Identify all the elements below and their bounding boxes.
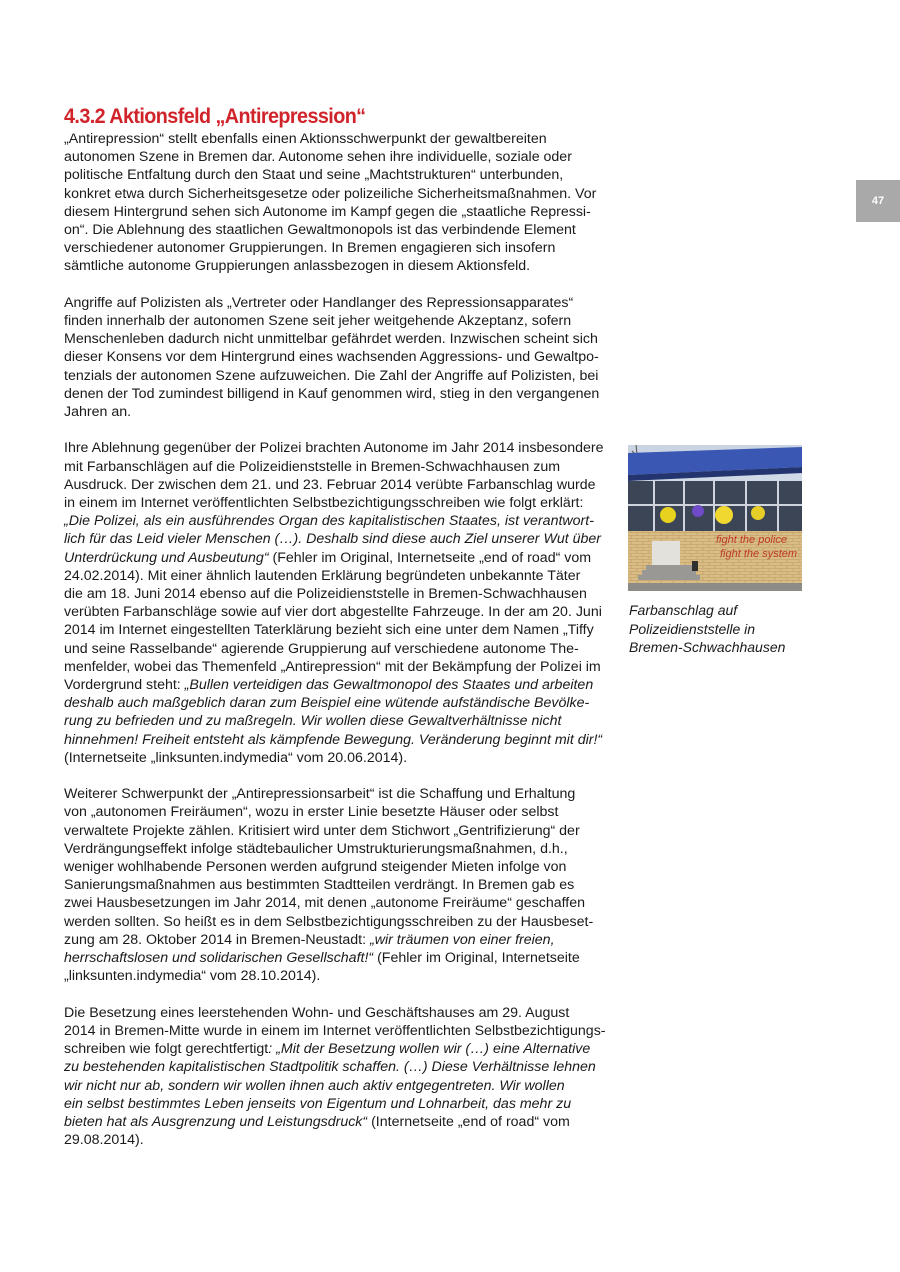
- text-run: „linksunten.indymedia“ vom 28.10.2014).: [64, 968, 321, 985]
- text-run: in einem im Internet veröffentlichten Selbstbezichtigungsschreiben wie folgt erklärt:: [64, 495, 584, 512]
- text-line: [64, 549, 619, 567]
- text-line: [64, 949, 619, 967]
- text-line: [64, 603, 619, 621]
- text-line: [64, 385, 619, 403]
- text-run: menfelder, wobei das Themenfeld „Antirepression“ mit der Bekämpfung der Polizei im: [64, 658, 601, 675]
- text-run: on“. Die Ablehnung des staatlichen Gewaltmonopols ist das verbindende Element: [64, 222, 576, 239]
- text-run: (Internetseite „end of road“ vom: [367, 1113, 570, 1130]
- text-run: zwei Hausbesetzungen im Jahr 2014, mit denen „autonome Freiräume“ geschaffen: [64, 895, 586, 912]
- text-run: verwaltete Projekte zählen. Kritisiert wird unter dem Stichwort „Gentrifizierung“ der: [64, 822, 580, 839]
- caption-line: Bremen-Schwachhausen: [629, 639, 786, 656]
- text-line: [64, 312, 619, 330]
- text-line: [64, 931, 619, 949]
- text-run: weniger wohlhabende Personen werden aufgrund steigender Mieten infolge von: [64, 859, 567, 876]
- text-line: [64, 803, 619, 821]
- text-line: [64, 731, 619, 749]
- text-run: (Internetseite „linksunten.indymedia“ vom 20.06.2014).: [64, 749, 408, 766]
- text-run: Die Besetzung eines leerstehenden Wohn- und Geschäftshauses am 29. August: [64, 1004, 570, 1021]
- text-run: Weiterer Schwerpunkt der „Antirepressionsarbeit“ ist die Schaffung und Erhaltung: [64, 786, 576, 803]
- paragraph: [64, 785, 619, 985]
- text-run: 24.02.2014). Mit einer ähnlich lautenden Erklärung begründeten unbekannte Täter: [64, 567, 581, 584]
- text-line: [64, 294, 619, 312]
- body-text: [64, 130, 619, 1168]
- quote-run: herrschaftslosen und solidarischen Gesellschaft!“: [64, 950, 374, 967]
- paragraph: [64, 439, 619, 767]
- text-run: konkret etwa durch Sicherheitsgesetze oder polizeiliche Sicherheitsmaßnahmen. Vor: [64, 185, 597, 202]
- text-run: 2014 in Bremen-Mitte wurde in einem im Internet veröffentlichten Selbstbezichtigungs-: [64, 1022, 606, 1039]
- text-line: [64, 148, 619, 166]
- text-line: [64, 694, 619, 712]
- text-line: [64, 785, 619, 803]
- page-number: 47: [871, 195, 885, 207]
- text-run: werden sollten. So heißt es in dem Selbstbezichtigungsschreiben zu der Hausbeset-: [64, 913, 594, 930]
- text-line: [64, 203, 619, 221]
- text-run: 2014 im Internet eingestellten Taterklärung bezieht sich eine unter dem Namen „Tiffy: [64, 622, 594, 639]
- text-line: [64, 658, 619, 676]
- text-run: mit Farbanschlägen auf die Polizeidienststelle in Bremen-Schwachhausen zum: [64, 458, 561, 475]
- figure-caption: [629, 601, 829, 657]
- text-line: [64, 913, 619, 931]
- text-line: [64, 1131, 619, 1149]
- text-run: finden innerhalb der autonomen Szene seit jeher weitgehende Akzeptanz, sofern: [64, 313, 572, 330]
- text-line: [64, 458, 619, 476]
- quote-run: „Die Polizei, als ein ausführendes Organ des kapitalistischen Staates, ist verantwort-: [64, 513, 594, 530]
- text-line: [64, 221, 619, 239]
- text-run: verübten Farbanschläge sowie auf vier dort abgestellte Fahrzeuge. In der am 20. Juni: [64, 604, 602, 621]
- text-run: tenzials der autonomen Szene aufzuweichen. Die Zahl der Angriffe auf Polizisten, bei: [64, 367, 599, 384]
- text-line: [64, 476, 619, 494]
- text-line: [64, 1022, 619, 1040]
- text-run: „Antirepression“ stellt ebenfalls einen Aktionsschwerpunkt der gewaltbereiten: [64, 131, 547, 147]
- quote-run: deshalb auch maßgeblich daran zum Beispiel eine wütende aufständische Bevölke-: [64, 695, 590, 712]
- text-run: und seine Rasselbande“ agierende Gruppierung auf verschiedene autonome The-: [64, 640, 579, 657]
- text-line: [64, 749, 619, 767]
- text-line: [64, 676, 619, 694]
- text-line: [64, 967, 619, 985]
- text-run: sämtliche autonome Gruppierungen anlassbezogen in diesem Aktionsfeld.: [64, 258, 531, 275]
- quote-run: zu bestehenden kapitalistischen Stadtpolitik schaffen. (…) Diese Verhältnisse lehnen: [64, 1059, 596, 1076]
- text-run: verschiedener autonomer Gruppierungen. In Bremen engagieren sich insofern: [64, 240, 556, 257]
- text-line: [64, 439, 619, 457]
- text-run: schreiben wie folgt gerechtfertigt: [64, 1041, 269, 1058]
- text-run: Angriffe auf Polizisten als „Vertreter oder Handlanger des Repressionsapparates“: [64, 294, 574, 311]
- text-run: die am 18. Juni 2014 ebenso auf die Polizeidienststelle in Bremen-Schwachhausen: [64, 586, 587, 603]
- paragraph: [64, 130, 619, 276]
- text-line: [64, 185, 619, 203]
- text-run: diesem Hintergrund sehen sich Autonome im Kampf gegen die „staatliche Repressi-: [64, 203, 591, 220]
- text-line: [64, 403, 619, 421]
- quote-run: „Bullen verteidigen das Gewaltmonopol des Staates und arbeiten: [184, 677, 594, 694]
- text-run: Menschenleben dadurch nicht unmittelbar gefährdet werden. Inzwischen scheint sich: [64, 331, 598, 348]
- text-run: 29.08.2014).: [64, 1132, 144, 1149]
- quote-run: bieten hat als Ausgrenzung und Leistungsdruck“: [64, 1113, 368, 1130]
- text-line: [64, 621, 619, 639]
- police-station-photo: [628, 445, 802, 591]
- text-line: [64, 640, 619, 658]
- text-line: [64, 348, 619, 366]
- text-line: [64, 530, 619, 548]
- text-run: Verdrängungseffekt infolge städtebaulicher Umstrukturierungsmaßnahmen, d.h.,: [64, 840, 568, 857]
- text-run: von „autonomen Freiräumen“, wozu in erster Linie besetzte Häuser oder selbst: [64, 804, 559, 821]
- text-line: [64, 858, 619, 876]
- quote-run: hinnehmen! Freiheit entsteht als kämpfende Bewegung. Veränderung beginnt mit dir!“: [64, 731, 603, 748]
- text-line: [64, 712, 619, 730]
- text-line: [64, 1113, 619, 1131]
- text-line: [64, 1004, 619, 1022]
- caption-line: Farbanschlag auf: [629, 602, 738, 618]
- text-line: [64, 1040, 619, 1058]
- graffiti-text-2: fight the system: [720, 548, 798, 560]
- quote-run: : „Mit der Besetzung wollen wir (…) eine Alternative: [268, 1041, 591, 1058]
- quote-run: Unterdrückung und Ausbeutung“: [64, 549, 269, 566]
- quote-run: rung zu befrieden und zu maßregeln. Wir wollen diese Gewaltverhältnisse nicht: [64, 713, 562, 730]
- text-run: Ihre Ablehnung gegenüber der Polizei brachten Autonome im Jahr 2014 insbesondere: [64, 440, 604, 457]
- paragraph: [64, 1004, 619, 1150]
- text-line: [64, 257, 619, 275]
- text-run: (Fehler im Original, Internetseite „end of road“ vom: [268, 549, 592, 566]
- text-line: [64, 1058, 619, 1076]
- text-line: [64, 512, 619, 530]
- text-run: denen der Tod zumindest billigend in Kauf genommen wird, stieg in den vergangenen: [64, 385, 600, 402]
- text-line: [64, 822, 619, 840]
- text-line: [64, 166, 619, 184]
- text-line: [64, 239, 619, 257]
- text-run: Jahren an.: [64, 404, 132, 421]
- text-line: [64, 367, 619, 385]
- text-line: [64, 585, 619, 603]
- quote-run: wir nicht nur ab, sondern wir wollen ihnen auch aktiv entgegentreten. Wir wollen: [64, 1077, 565, 1094]
- text-run: Vordergrund steht:: [64, 677, 185, 694]
- text-line: [64, 567, 619, 585]
- page-number-tab: [856, 180, 900, 222]
- quote-run: lich für das Leid vieler Menschen (…). Deshalb sind diese auch Ziel unserer Wut über: [64, 531, 602, 548]
- text-line: [64, 1095, 619, 1113]
- text-line: [64, 840, 619, 858]
- text-run: Sanierungsmaßnahmen aus bestimmten Stadtteilen verdrängt. In Bremen gab es: [64, 877, 575, 894]
- section-heading: 4.3.2 Aktionsfeld „Antirepression“: [64, 105, 366, 129]
- quote-run: ein selbst bestimmtes Leben jenseits von Eigentum und Lohnarbeit, das mehr zu: [64, 1095, 572, 1112]
- text-line: [64, 494, 619, 512]
- police-station-photo-svg: [628, 445, 802, 591]
- text-run: autonomen Szene in Bremen dar. Autonome sehen ihre individuelle, soziale oder: [64, 149, 572, 166]
- text-run: Ausdruck. Der zwischen dem 21. und 23. Februar 2014 verübte Farbanschlag wurde: [64, 476, 596, 493]
- text-run: zung am 28. Oktober 2014 in Bremen-Neustadt:: [64, 931, 370, 948]
- text-line: [64, 1077, 619, 1095]
- text-run: (Fehler im Original, Internetseite: [373, 950, 580, 967]
- text-line: [64, 330, 619, 348]
- paragraph: [64, 294, 619, 421]
- graffiti-text-1: fight the police: [716, 534, 787, 546]
- caption-line: Polizeidienststelle in: [629, 620, 756, 637]
- quote-run: „wir träumen von einer freien,: [370, 931, 555, 948]
- text-line: [64, 130, 619, 148]
- text-run: dieser Konsens vor dem Hintergrund eines wachsenden Aggressions- und Gewaltpo-: [64, 349, 599, 366]
- text-line: [64, 876, 619, 894]
- text-run: politische Entfaltung durch den Staat und seine „Machtstrukturen“ unterbunden,: [64, 167, 564, 184]
- text-line: [64, 894, 619, 912]
